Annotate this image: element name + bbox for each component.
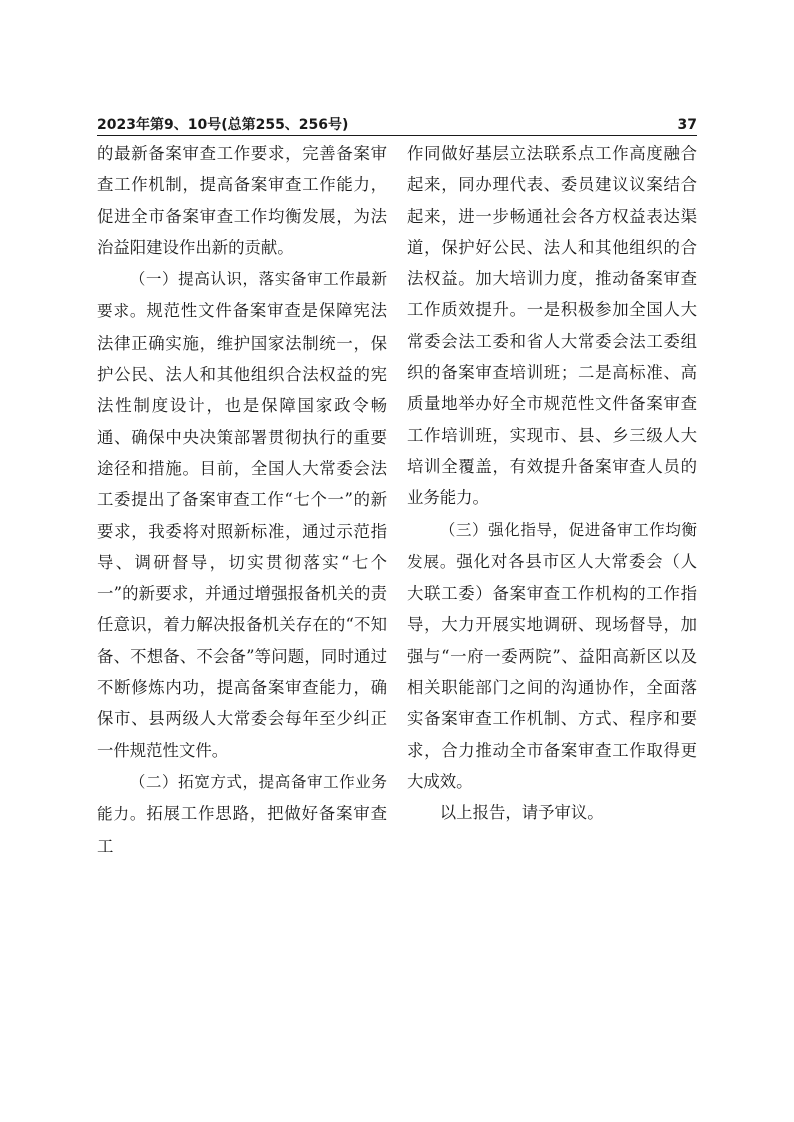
paragraph: 作同做好基层立法联系点工作高度融合起来，同办理代表、委员建议议案结合起来，进一步畅通社会各方权益表达渠道，保护好公民、法人和其他组织的合法权益。加大培训力度，推动备案审查工作质效提升。一是积极参加全国人大常委会法工委和省人大常委会法工委组织的备案审查培训班；二是高标准、高质量地举办好全市规范性文件备案审查工作培训班，实现市、县、乡三级人大培训全覆盖，有效提升备案审查人员的业务能力。	[407, 144, 697, 508]
closing-line: 以上报告，请予审议。	[439, 803, 604, 823]
section-lead: （三）强化指导，促进备审工作均衡发展。	[407, 520, 697, 571]
issue-label: 2023年第9、10号(总第255、256号)	[97, 117, 349, 133]
paragraph	[97, 263, 387, 766]
header-rule	[97, 135, 697, 136]
page-number: 37	[677, 117, 697, 133]
paragraph	[97, 766, 387, 862]
section-lead: （一）提高认识，落实备审工作最新要求。	[97, 270, 387, 321]
paragraph-body: 规范性文件备案审查是保障宪法法律正确实施，维护国家法制统一，保护公民、法人和其他组织合法权益的宪法性制度设计，也是保障国家政令畅通、确保中央决策部署贯彻执行的重要途径和措施。目前，全国人大常委会法工委提出了备案审查工作“七个一”的新要求，我委将对照新标准，通过示范指导、调研督导，切实贯彻落实“七个一”的新要求，并通过增强报备机关的责任意识，着力解决报备机关存在的“不知备、不想备、不会备”等问题，同时通过不断修炼内功，提高备案审查能力，确保市、县两级人大常委会每年至少纠正一件规范性文件。	[97, 301, 387, 760]
running-header	[97, 115, 697, 137]
paragraph: 的最新备案审查工作要求，完善备案审查工作机制，提高备案审查工作能力，促进全市备案审查工作均衡发展，为法治益阳建设作出新的贡献。	[97, 144, 387, 257]
paragraph-body: 拓展工作思路，把做好备案审查工	[97, 804, 387, 856]
paragraph	[407, 514, 697, 798]
paragraph-body: 强化对各县市区人大常委会（人大联工委）备案审查工作机构的工作指导，大力开展实地调研、现场督导，加强与“一府一委两院”、益阳高新区以及相关职能部门之间的沟通协作，全面落实备案审查工作机制、方式、程序和要求，合力推动全市备案审查工作取得更大成效。	[407, 551, 697, 791]
right-column	[407, 138, 697, 829]
left-column	[97, 138, 387, 862]
section-lead: （二）拓宽方式，提高备审工作业务能力。	[97, 772, 387, 824]
